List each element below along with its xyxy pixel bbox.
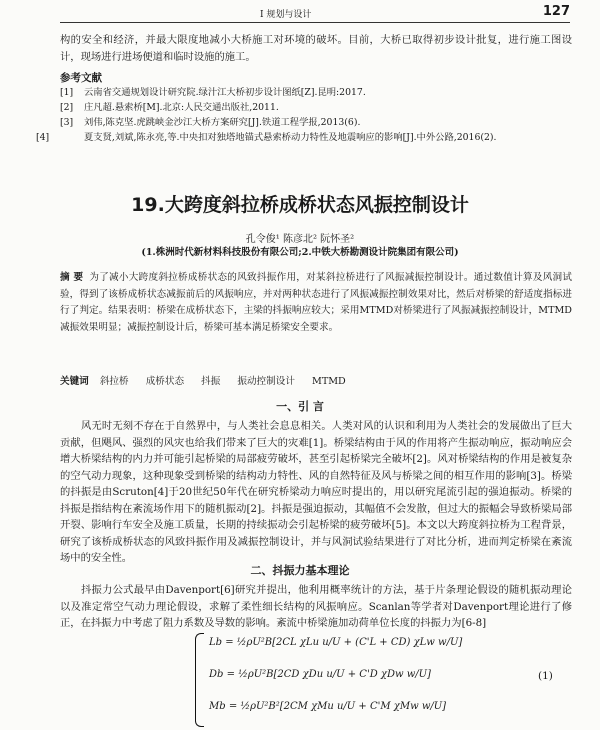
reference-item: [60, 86, 572, 100]
equation-brace: [195, 633, 204, 727]
section-heading-theory: 二、抖振力基本理论: [250, 564, 350, 577]
running-header: [60, 4, 570, 23]
keyword: 抖振: [201, 376, 221, 387]
references-heading: 参考文献: [60, 72, 102, 84]
equation-block: [195, 633, 463, 725]
keyword: MTMD: [312, 376, 346, 387]
reference-text: 庄凡超.悬索桥[M].北京:人民交通出版社,2011.: [84, 102, 279, 113]
keywords-label: 关键词: [60, 376, 89, 387]
keyword: 斜拉桥: [99, 376, 129, 387]
intro-paragraph: 构的安全和经济，并最大限度地减小大桥施工对环境的破坏。目前，大桥已取得初步设计批复，进行施工图设计，现场进行进场便道和临时设施的施工。: [60, 34, 572, 63]
abstract: [60, 270, 572, 336]
reference-text: 刘伟,陈克坚.虎跳峡金沙江大桥方案研究[J].铁道工程学报,2013(6).: [84, 117, 361, 128]
abstract-text: 为了减小大跨度斜拉桥成桥状态的风致抖振作用，对某斜拉桥进行了风振减振控制设计。通过数值计算及风洞试验，得到了该桥成桥状态减振前后的风振响应，并对两种状态进行了风振减振控制效果对比，然后对桥梁的舒适度指标进行了判定。结果表明：桥梁在成桥状态下，主梁的抖振响应较大；采用MTMD对桥梁进行了风振减振控制设计，MTMD减振效果明显；减振控制设计后，桥梁可基本满足桥梁安全要求。: [60, 272, 573, 333]
keyword: 振动控制设计: [237, 376, 295, 387]
article-title: 19.大跨度斜拉桥成桥状态风振控制设计: [131, 194, 469, 216]
reference-item: [60, 116, 572, 130]
reference-item: [60, 101, 572, 115]
page-number: 127: [542, 4, 570, 19]
reference-item: [36, 131, 572, 145]
reference-number: [2]: [60, 102, 74, 113]
header-section: I 规划与设计: [260, 10, 312, 20]
equation-line-drag: Db = ½ρU²B[2CD χDu u/U + C'D χDw w/U]: [209, 669, 431, 680]
equation-number: (1): [538, 670, 553, 682]
keyword: 成桥状态: [145, 376, 185, 387]
reference-text: 夏支贤,刘斌,陈永亮,等.中央扣对独塔地锚式悬索桥动力特性及地震响应的影响[J].中外公路,2016(2).: [84, 132, 497, 143]
reference-text: 云南省交通规划设计研究院.绿汁江大桥初步设计图纸[Z].昆明:2017.: [84, 87, 366, 98]
article-authors: 孔令俊¹ 陈彦北² 阮怀圣²: [245, 234, 355, 245]
equation-line-lift: Lb = ½ρU²B[2CL χLu u/U + (C'L + CD) χLw w/U]: [209, 637, 463, 648]
article-affiliation: (1.株洲时代新材料科技股份有限公司;2.中铁大桥勘测设计院集团有限公司): [141, 247, 459, 258]
theory-paragraph: 抖振力公式最早由Davenport[6]研究并提出，他利用概率统计的方法，基于片条理论假设的随机振动理论以及准定常空气动力理论假设，求解了柔性细长结构的风振响应。Scanlan等学者对Davenport理论进行了修正，在抖振力中考虑了阻力系数及导数的影响。紊流中桥梁施加动荷单位长度的抖振力为[6-8]: [60, 584, 572, 629]
reference-number: [3]: [60, 117, 74, 128]
reference-number: [4]: [36, 132, 50, 143]
reference-number: [1]: [60, 87, 74, 98]
keywords: [60, 373, 360, 387]
section-heading-introduction: 一、引 言: [276, 400, 324, 413]
equation-line-moment: Mb = ½ρU²B²[2CM χMu u/U + C'M χMw w/U]: [209, 701, 447, 712]
introduction-paragraph: 风无时无刻不存在于自然界中，与人类社会息息相关。人类对风的认识和利用为人类社会的发展做出了巨大贡献，但飓风、强烈的风灾也给我们带来了巨大的灾难[1]。桥梁结构由于风的作用将产生振动响应，振动响应会增大桥梁结构的内力并可能引起桥梁的局部疲劳破坏，甚至引起桥梁完全破坏[2]。风对桥梁结构的作用是被复杂的空气动力现象，这种现象受到桥梁的结构动力特性、风的自然特征及风与桥梁之间的相互作用的影响[3]。桥梁的抖振是由Scruton[4]于20世纪50年代在研究桥梁动力响应时提出的，用以研究尾流引起的强迫振动。桥梁的抖振是指结构在紊流场作用下的随机振动[2]。抖振是强迫振动，其幅值不会发散，但过大的振幅会导致桥梁局部开裂、影响行车安全及施工质量，长期的持续振动会引起桥梁的疲劳破坏[5]。本文以大跨度斜拉桥为工程背景，研究了该桥成桥状态的风致抖振作用及减振控制设计，并与风洞试验结果进行了对比分析，进而判定桥梁在紊流场中的安全性。: [60, 420, 572, 564]
abstract-label: 摘 要: [60, 272, 84, 283]
